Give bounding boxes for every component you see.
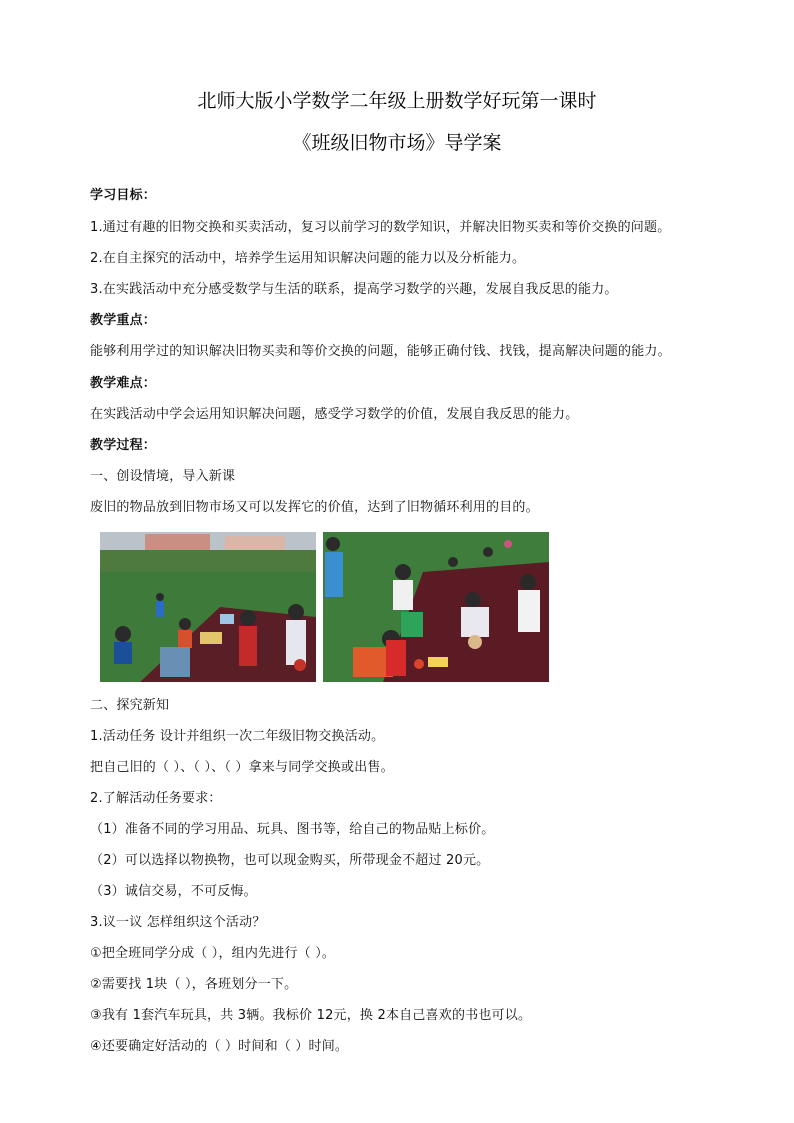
objectives-heading: 学习目标： [90, 188, 157, 203]
section1-title: 一、创设情境，导入新课 [90, 469, 236, 484]
discuss-item: ①把全班同学分成（ ），组内先进行（ ）。 [90, 946, 336, 961]
section2-title: 二、探究新知 [90, 698, 170, 713]
task-line: 1.活动任务 设计并组织一次二年级旧物交换活动。 [90, 729, 385, 744]
discuss-item: ③我有 1套汽车玩具，共 3辆。我标价 12元，换 2本自己喜欢的书也可以。 [90, 1008, 532, 1023]
requirements-heading: 2.了解活动任务要求： [90, 791, 222, 806]
market-photo-left [100, 532, 316, 682]
difficult-points-text: 在实践活动中学会运用知识解决问题，感受学习数学的价值，发展自我反思的能力。 [90, 407, 579, 422]
document-title-line1: 北师大版小学数学二年级上册数学好玩第一课时 [197, 90, 597, 112]
key-points-heading: 教学重点： [90, 313, 157, 328]
fill-line: 把自己旧的（ ）、（ ）、（ ）拿来与同学交换或出售。 [90, 760, 394, 775]
difficult-points-heading: 教学难点： [90, 376, 157, 391]
objective-item: 3.在实践活动中充分感受数学与生活的联系，提高学习数学的兴趣，发展自我反思的能力。 [90, 282, 618, 297]
requirement-item: （1）准备不同的学习用品、玩具、图书等，给自己的物品贴上标价。 [90, 822, 495, 837]
process-heading: 教学过程： [90, 438, 157, 453]
section1-text: 废旧的物品放到旧物市场又可以发挥它的价值，达到了旧物循环利用的目的。 [90, 500, 539, 515]
requirement-item: （3）诚信交易，不可反悔。 [90, 884, 257, 899]
key-points-text: 能够利用学过的知识解决旧物买卖和等价交换的问题，能够正确付钱、找钱，提高解决问题的能力。 [90, 344, 671, 359]
requirement-item: （2）可以选择以物换物，也可以现金购买，所带现金不超过 20元。 [90, 853, 490, 868]
market-photo-right [323, 532, 549, 682]
discuss-item: ④还要确定好活动的（ ）时间和（ ）时间。 [90, 1039, 349, 1054]
document-title-line2: 《班级旧物市场》导学案 [292, 132, 502, 154]
discuss-item: ②需要找 1块（ ），各班划分一下。 [90, 977, 298, 992]
objective-item: 1.通过有趣的旧物交换和买卖活动，复习以前学习的数学知识，并解决旧物买卖和等价交换的问题。 [90, 220, 671, 235]
objective-item: 2.在自主探究的活动中，培养学生运用知识解决问题的能力以及分析能力。 [90, 251, 526, 266]
discuss-line: 3.议一议 怎样组织这个活动？ [90, 915, 266, 930]
